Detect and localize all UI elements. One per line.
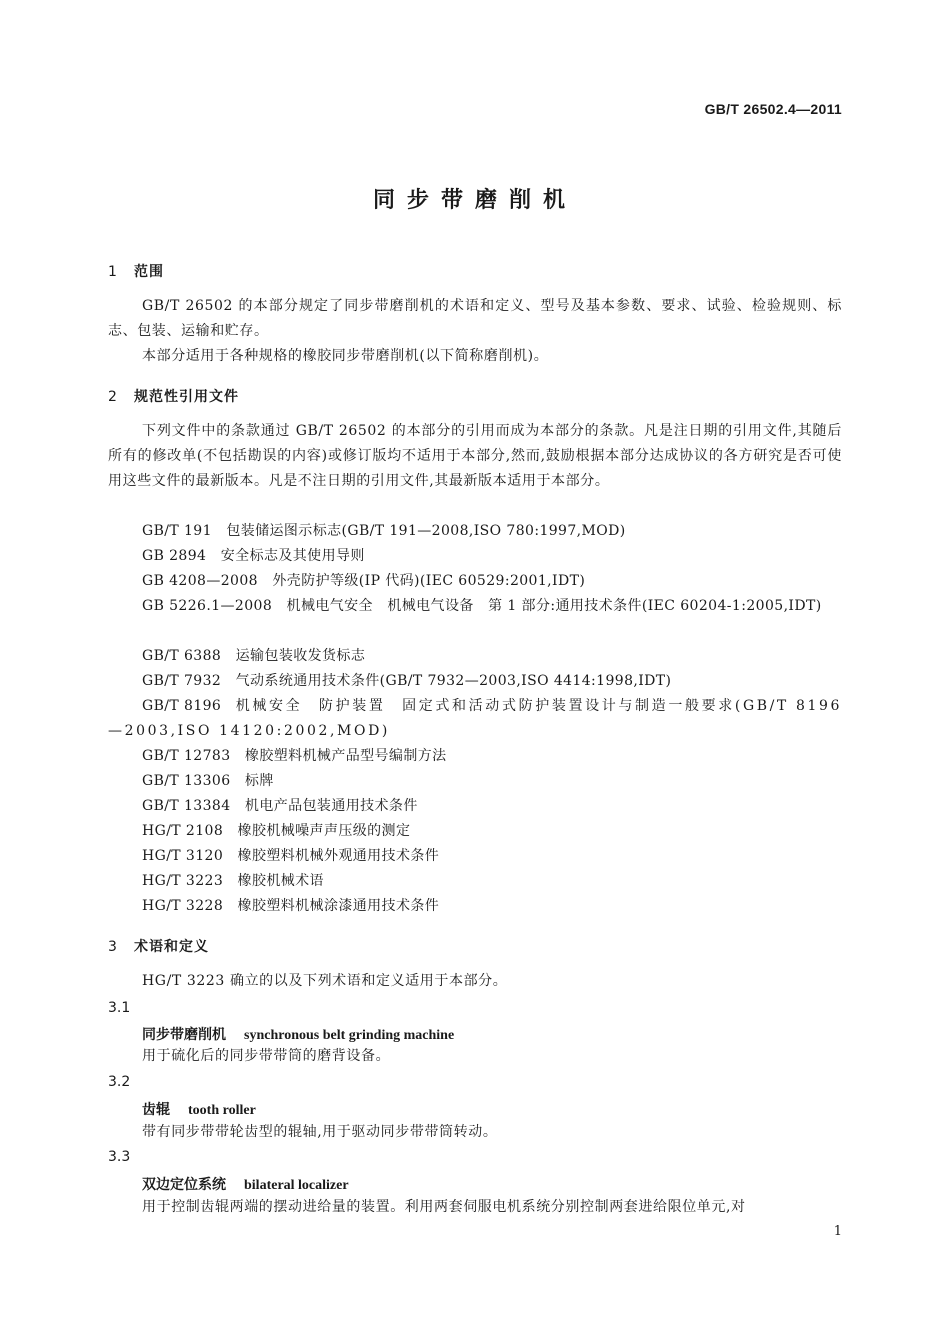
reference-code: GB 2894 bbox=[142, 548, 207, 564]
reference-code: HG/T 3228 bbox=[142, 898, 224, 914]
reference-item bbox=[108, 844, 842, 869]
document-title: 同步带磨削机 bbox=[372, 188, 577, 213]
reference-title: 橡胶机械术语 bbox=[237, 873, 324, 889]
section-number: 3 bbox=[108, 939, 118, 955]
term-number: 3.2 bbox=[108, 1074, 131, 1090]
reference-item bbox=[108, 569, 842, 594]
reference-code: GB/T 8196 bbox=[142, 698, 222, 714]
term-heading bbox=[142, 1174, 349, 1194]
reference-item bbox=[108, 544, 842, 569]
reference-title: 安全标志及其使用导则 bbox=[220, 548, 365, 564]
reference-title: 橡胶塑料机械涂漆通用技术条件 bbox=[237, 898, 440, 914]
term-number: 3.3 bbox=[108, 1149, 131, 1165]
terms-intro: HG/T 3223 确立的以及下列术语和定义适用于本部分。 bbox=[142, 973, 508, 989]
term-definition: 带有同步带带轮齿型的辊轴,用于驱动同步带带筒转动。 bbox=[142, 1124, 498, 1140]
section-title: 术语和定义 bbox=[134, 939, 209, 955]
scope-paragraph-1: GB/T 26502 的本部分规定了同步带磨削机的术语和定义、型号及基本参数、要求、试验、检验规则、标志、包装、运输和贮存。 bbox=[108, 298, 842, 339]
term-number: 3.1 bbox=[108, 1000, 131, 1016]
section-title: 规范性引用文件 bbox=[134, 389, 239, 405]
reference-item bbox=[108, 794, 842, 819]
section-2-heading bbox=[108, 386, 239, 406]
reference-item bbox=[108, 519, 842, 544]
scope-paragraph-2: 本部分适用于各种规格的橡胶同步带磨削机(以下简称磨削机)。 bbox=[142, 348, 549, 364]
reference-item bbox=[108, 594, 842, 619]
reference-code: HG/T 3120 bbox=[142, 848, 224, 864]
term-heading bbox=[142, 1099, 256, 1119]
term-zh: 双边定位系统 bbox=[142, 1177, 226, 1193]
reference-title: 橡胶机械噪声声压级的测定 bbox=[237, 823, 411, 839]
reference-code: GB/T 7932 bbox=[142, 673, 222, 689]
reference-code: GB 4208—2008 bbox=[142, 573, 258, 589]
standard-code: GB/T 26502.4—2011 bbox=[704, 101, 842, 117]
term-en: tooth roller bbox=[188, 1103, 256, 1118]
term-zh: 同步带磨削机 bbox=[142, 1027, 226, 1043]
reference-item bbox=[108, 744, 842, 769]
reference-code: GB/T 6388 bbox=[142, 648, 222, 664]
reference-code: HG/T 2108 bbox=[142, 823, 224, 839]
section-1-heading bbox=[108, 261, 164, 281]
reference-title: 机械安全 防护装置 固定式和活动式防护装置设计与制造一般要求(GB/T 8196—2003,ISO 14120:2002,MOD) bbox=[108, 698, 842, 739]
term-en: synchronous belt grinding machine bbox=[244, 1028, 455, 1043]
reference-title: 机械电气安全 机械电气设备 第 1 部分:通用技术条件(IEC 60204-1:2005,IDT) bbox=[286, 598, 822, 614]
term-zh: 齿辊 bbox=[142, 1102, 170, 1118]
reference-item bbox=[108, 644, 842, 669]
section-number: 1 bbox=[108, 264, 118, 280]
reference-title: 运输包装收发货标志 bbox=[235, 648, 366, 664]
reference-title: 橡胶塑料机械产品型号编制方法 bbox=[244, 748, 447, 764]
page-number: 1 bbox=[833, 1224, 842, 1239]
reference-item bbox=[108, 694, 842, 744]
reference-code: GB/T 13306 bbox=[142, 773, 231, 789]
section-3-heading bbox=[108, 936, 209, 956]
reference-item bbox=[108, 819, 842, 844]
reference-title: 包装储运图示标志(GB/T 191—2008,ISO 780:1997,MOD) bbox=[226, 523, 626, 539]
reference-title: 机电产品包装通用技术条件 bbox=[244, 798, 418, 814]
section-title: 范围 bbox=[134, 264, 164, 280]
term-definition: 用于控制齿辊两端的摆动进给量的装置。利用两套伺服电机系统分别控制两套进给限位单元,对 bbox=[142, 1199, 746, 1215]
term-en: bilateral localizer bbox=[244, 1178, 349, 1193]
reference-item bbox=[108, 669, 842, 694]
reference-code: GB/T 12783 bbox=[142, 748, 231, 764]
reference-code: HG/T 3223 bbox=[142, 873, 224, 889]
reference-item bbox=[108, 869, 842, 894]
term-definition: 用于硫化后的同步带带筒的磨背设备。 bbox=[142, 1048, 391, 1064]
references-intro: 下列文件中的条款通过 GB/T 26502 的本部分的引用而成为本部分的条款。凡是注日期的引用文件,其随后所有的修改单(不包括勘误的内容)或修订版均不适用于本部分,然而,鼓励根据本部分达成协议的各方研究是否可使用这些文件的最新版本。凡是不注日期的引用文件,其最新版本适用于本部分。 bbox=[108, 423, 842, 489]
reference-title: 标牌 bbox=[244, 773, 274, 789]
reference-item bbox=[108, 894, 842, 919]
reference-code: GB/T 13384 bbox=[142, 798, 231, 814]
section-number: 2 bbox=[108, 389, 118, 405]
reference-code: GB 5226.1—2008 bbox=[142, 598, 273, 614]
reference-title: 橡胶塑料机械外观通用技术条件 bbox=[237, 848, 440, 864]
term-heading bbox=[142, 1024, 454, 1044]
reference-title: 气动系统通用技术条件(GB/T 7932—2003,ISO 4414:1998,IDT) bbox=[235, 673, 672, 689]
reference-item bbox=[108, 769, 842, 794]
reference-code: GB/T 191 bbox=[142, 523, 212, 539]
reference-title: 外壳防护等级(IP 代码)(IEC 60529:2001,IDT) bbox=[272, 573, 586, 589]
